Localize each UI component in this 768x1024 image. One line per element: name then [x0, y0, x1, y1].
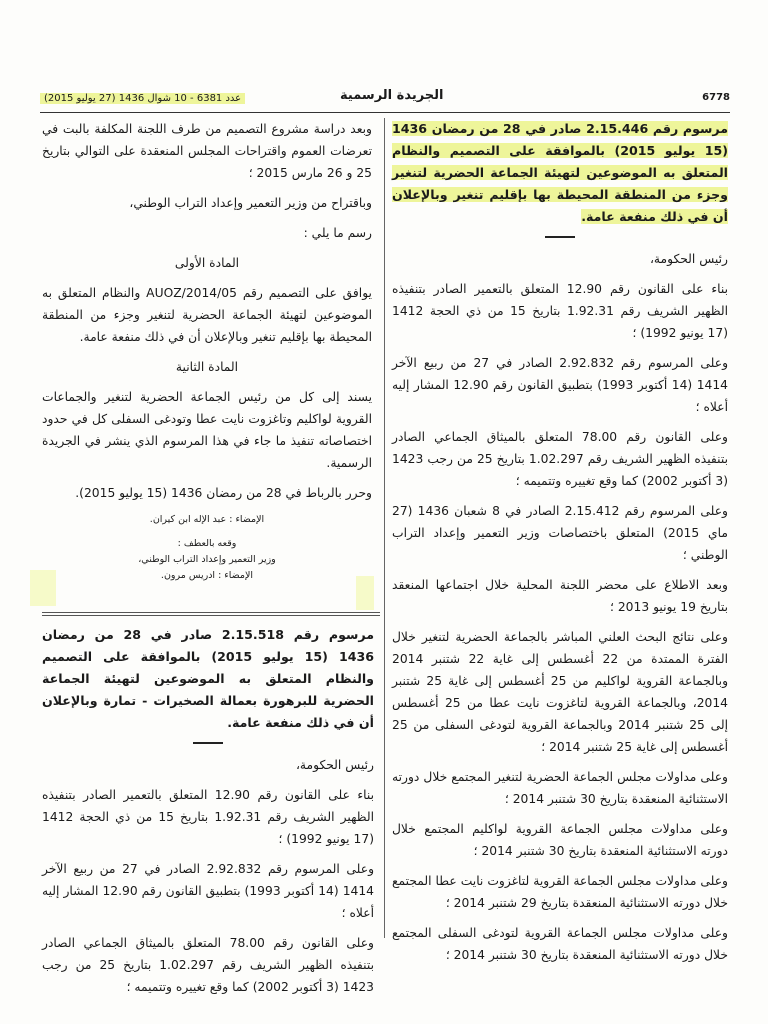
right-column	[392, 118, 728, 974]
page-header	[40, 88, 730, 113]
recital: بناء على القانون رقم 12.90 المتعلق بالتعمير الصادر بتنفيذه الظهير الشريف رقم 1.92.31 بتاريخ 15 من ذي الحجة 1412 (17 يونيو 1992) ؛	[42, 788, 374, 846]
highlight-mark	[356, 576, 374, 610]
recital: وعلى المرسوم رقم 2.15.412 الصادر في 8 شعبان 1436 (27 ماي 2015) المتعلق باختصاصات وزير التعمير وإعداد التراب الوطني ؛	[392, 504, 728, 562]
column-divider	[384, 118, 385, 938]
recital: وعلى مداولات مجلس الجماعة القروية لتودغى السفلى المجتمع خلال دورته الاستثنائية المنعقدة بتاريخ 30 شتنبر 2014 ؛	[392, 926, 728, 962]
head-of-government: رئيس الحكومة،	[649, 252, 728, 266]
left-column-top	[42, 118, 372, 592]
page-number: 6778	[702, 92, 730, 103]
recital: وعلى المرسوم رقم 2.92.832 الصادر في 27 من ربيع الآخر 1414 (14 أكتوبر 1993) بتطبيق القانون رقم 12.90 المشار إليه أعلاه ؛	[392, 356, 729, 414]
recital: وعلى مداولات مجلس الجماعة القروية لواكليم المجتمع خلال دورته الاستثنائية المنعقدة بتاريخ 30 شتنبر 2014 ؛	[392, 822, 728, 858]
separator	[193, 742, 223, 744]
recital: وباقتراح من وزير التعمير وإعداد التراب الوطني،	[129, 196, 372, 210]
article-2-title: المادة الثانية	[175, 360, 239, 374]
decree-title-2: مرسوم رقم 2.15.518 صادر في 28 من رمضان 1436 (15 يوليو 2015) بالموافقة على التصميم والنظام المتعلق به الموضوعين لتهيئة الجماعة الحضرية للبرهورة بعمالة الصخيرات - تمارة وبالإعلان أن في ذلك منفعة عامة.	[42, 627, 374, 730]
article-1-text: يوافق على التصميم رقم 05/AUOZ/2014 والنظام المتعلق به الموضوعين لتهيئة الجماعة الحضرية لتنغير وجزء من المنطقة المحيطة بها بإقليم تنغير وبالإعلان أن في ذلك منفعة عامة.	[42, 286, 372, 344]
recital: وعلى القانون رقم 78.00 المتعلق بالميثاق الجماعي الصادر بتنفيذه الظهير الشريف رقم 1.02.297 بتاريخ 25 من رجب 1423 (3 أكتوبر 2002) كما وقع تغييره وتتميمه ؛	[42, 936, 374, 994]
head-of-government: رئيس الحكومة،	[295, 758, 374, 772]
article-2-text: يسند إلى كل من رئيس الجماعة الحضرية لتنغير والجماعات القروية لواكليم وتاغزوت نايت عطا وتودغى السفلى كل في حدود اختصاصاته تنفيذ ما جاء في هذا المرسوم الذي ينشر في الجريدة الرسمية.	[42, 390, 372, 470]
signature-minister: الإمضاء : ادريس مرون.	[160, 570, 254, 581]
section-divider	[42, 612, 380, 616]
left-column-bottom	[42, 624, 374, 1006]
decrees-label: رسم ما يلي :	[303, 226, 372, 240]
countersigned-label: وقعه بالعطف :	[177, 538, 237, 549]
gazette-title: الجريدة الرسمية	[340, 88, 444, 103]
minister-title: وزير التعمير وإعداد التراب الوطني،	[138, 554, 276, 565]
recital: وعلى نتائج البحث العلني المباشر بالجماعة الحضرية لتنغير خلال الفترة الممتدة من 22 أغسطس إلى غاية 22 شتنبر 2014 وبالجماعة القروية لواكليم من 25 أغسطس إلى غاية 25 شتنبر 2014، وبالجماعة القروية لتاغزوت نايت عطا من 25 أغسطس إلى 25 شتنبر 2014 وبالجماعة القروية لتودغى السفلى من 25 أغسطس إلى غاية 25 شتنبر 2014 ؛	[392, 630, 729, 754]
recital: وبعد دراسة مشروع التصميم من طرف اللجنة المكلفة بالبت في تعرضات العموم واقتراحات المجلس المنعقدة على التوالي بتاريخ 25 و 26 مارس 2015 ؛	[42, 122, 372, 180]
issue-info: عدد 6381 - 10 شوال 1436 (27 يوليو 2015)	[40, 93, 245, 104]
decree-title-1: مرسوم رقم 2.15.446 صادر في 28 من رمضان 1436 (15 يوليو 2015) بالموافقة على التصميم والنظام المتعلق به الموضوعين لتهيئة الجماعة الحضرية لتنغير وجزء من المنطقة المحيطة بها بإقليم تنغير وبالإعلان أن في ذلك منفعة عامة.	[392, 121, 728, 224]
recital: وعلى مداولات مجلس الجماعة القروية لتاغزوت نايت عطا المجتمع خلال دورته الاستثنائية المنعقدة بتاريخ 29 شتنبر 2014 ؛	[392, 874, 728, 910]
recital: وعلى مداولات مجلس الجماعة الحضرية لتنغير المجتمع خلال دورته الاستثنائية المنعقدة بتاريخ 30 شتنبر 2014 ؛	[392, 770, 728, 806]
issued-at: وحرر بالرباط في 28 من رمضان 1436 (15 يوليو 2015).	[75, 486, 372, 500]
highlight-mark	[30, 570, 56, 606]
recital: وبعد الاطلاع على محضر اللجنة المحلية خلال اجتماعها المنعقد بتاريخ 19 يونيو 2013 ؛	[392, 578, 728, 614]
recital: وعلى المرسوم رقم 2.92.832 الصادر في 27 من ربيع الآخر 1414 (14 أكتوبر 1993) بتطبيق القانون رقم 12.90 المشار إليه أعلاه ؛	[42, 862, 375, 920]
article-1-title: المادة الأولى	[174, 256, 240, 270]
separator	[545, 236, 575, 238]
signature-pm: الإمضاء : عبد الإله ابن كيران.	[149, 514, 265, 525]
recital: وعلى القانون رقم 78.00 المتعلق بالميثاق الجماعي الصادر بتنفيذه الظهير الشريف رقم 1.02.297 بتاريخ 25 من رجب 1423 (3 أكتوبر 2002) كما وقع تغييره وتتميمه ؛	[392, 430, 728, 488]
recital: بناء على القانون رقم 12.90 المتعلق بالتعمير الصادر بتنفيذه الظهير الشريف رقم 1.92.31 بتاريخ 15 من ذي الحجة 1412 (17 يونيو 1992) ؛	[392, 282, 728, 340]
